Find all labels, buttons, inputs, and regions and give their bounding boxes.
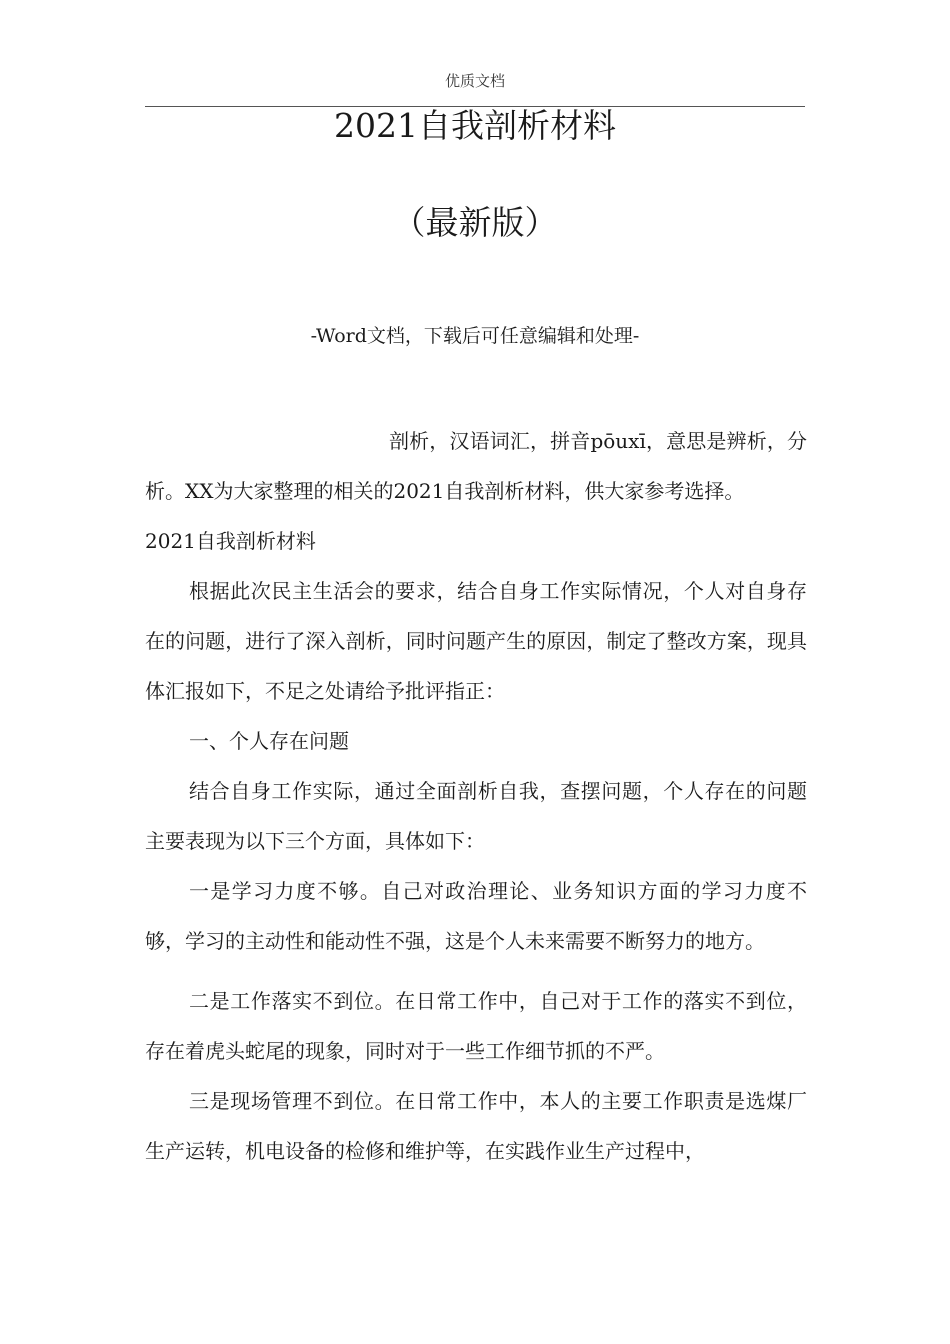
- page-header: 优质文档: [444, 72, 505, 90]
- section-heading: 2021自我剖析材料: [145, 529, 316, 553]
- document-body: [145, 416, 807, 1176]
- body-paragraph: 结合自身工作实际，通过全面剖析自我，查摆问题，个人存在的问题主要表现为以下三个方面，具体如下：: [145, 779, 807, 853]
- document-subtitle: （最新版）: [392, 203, 558, 242]
- body-paragraph: 三是现场管理不到位。在日常工作中，本人的主要工作职责是选煤厂生产运转，机电设备的检修和维护等，在实践作业生产过程中，: [145, 1089, 807, 1163]
- body-paragraph: 二是工作落实不到位。在日常工作中，自己对于工作的落实不到位，存在着虎头蛇尾的现象，同时对于一些工作细节抓的不严。: [145, 989, 807, 1063]
- intro-paragraph: 剖析，汉语词汇，拼音pōuxī，意思是辨析，分析。XX为大家整理的相关的2021自我剖析材料，供大家参考选择。: [145, 429, 807, 503]
- body-paragraph: 一是学习力度不够。自己对政治理论、业务知识方面的学习力度不够，学习的主动性和能动性不强，这是个人未来需要不断努力的地方。: [145, 879, 807, 953]
- problem-heading: 一、个人存在问题: [189, 729, 349, 753]
- body-paragraph: 根据此次民主生活会的要求，结合自身工作实际情况，个人对自身存在的问题，进行了深入剖析，同时问题产生的原因，制定了整改方案，现具体汇报如下，不足之处请给予批评指正：: [145, 579, 807, 703]
- document-title: 2021自我剖析材料: [334, 106, 616, 145]
- edit-notice: -Word文档，下载后可任意编辑和处理-: [310, 325, 640, 347]
